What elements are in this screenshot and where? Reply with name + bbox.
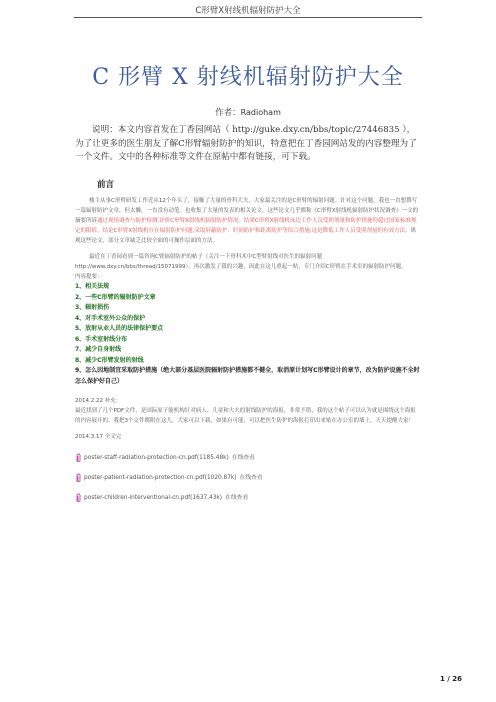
intro-text: 说明：本文内容首发在丁香园网站（ http://guke.dxy.cn/bbs/topic/27446835 ）， 为了让更多的医生朋友了解C形臂辐射防护的知识，特意把在丁香园网站发的内容整理为了一个文件。文中的各种标准等文件在原帖中都有链接，可下载。 — [75, 125, 417, 162]
attachment-row — [75, 448, 421, 468]
toc-item: 1、相关法规 — [75, 283, 110, 290]
toc-label: 内容提要： — [75, 274, 103, 280]
intro-paragraph — [75, 124, 420, 165]
view-online-link[interactable]: 在线查看 — [225, 495, 249, 501]
preface-para1-normal: 楼主从事C形臂研发工作近从12个年头了，接触了大量的骨科大夫，大家最关注的是C形臂的辐射问题。针对这个问题，我也一直想撰写一篇辐射防护文章，但太懒，一直没有动笔。也收集了大量的发表的相关论文。这些论文几乎都称《C形臂X射线机辐射防护状况调查》一文的摘要所诉 — [75, 198, 419, 224]
update-complete-note: 2014.3.17 全文完 — [75, 434, 122, 440]
attachment-row — [75, 488, 421, 508]
toc-item: 3、辐射损伤 — [75, 304, 110, 311]
table-of-contents — [75, 282, 421, 387]
author-name: Radioham — [240, 108, 281, 117]
author-line — [0, 106, 496, 118]
attachment-filename[interactable]: poster-patient-radiation-protection-cn.pdf(1020.87k) — [84, 475, 237, 481]
attachment-filename[interactable]: poster-children-interventional-cn.pdf(1637.43k) — [84, 495, 223, 501]
preface-para1-end: 。纵观这些论文，部分文章缺乏比较全面的可操作层面的方法。 — [75, 228, 417, 244]
toc-item: 6、手术室射线分布 — [75, 335, 128, 343]
update-2014-02-22 — [75, 396, 421, 426]
update-text: 最近找到了几个PDF文件，是国际原子能机构针对病人、儿童和大夫的射线防护的海报，非常不错，我的这个帖子可以认为就是围绕这个海报的内容展开的。我把3个文件都附在这儿。大家可以下载，如果有可能，可以把医生防护的海报打印出来贴在办公室的墙上，天天提醒大家！ — [75, 408, 416, 424]
toc-item: 5、放射从业人员的法律保护要点 — [75, 325, 164, 332]
update-date: 2014.2.22 补充： — [75, 398, 122, 404]
view-online-link[interactable]: 在线查看 — [231, 455, 255, 461]
view-online-link[interactable]: 在线查看 — [239, 475, 263, 481]
toc-item: 2、一些C形臂的辐射防护文章 — [75, 293, 156, 301]
toc-item: 4、对手术室外公众的保护 — [75, 314, 146, 322]
pdf-attachment-icon — [75, 493, 82, 503]
page-number: 1 / 26 — [440, 675, 463, 683]
preface-heading: 前言 — [97, 180, 115, 190]
preface-paragraph-1 — [75, 196, 421, 246]
toc-item: 8、减少C形臂发射的射线 — [75, 356, 144, 364]
toc-item: 7、减少自身射线 — [75, 346, 122, 353]
pdf-attachment-icon — [75, 453, 82, 463]
preface-para1-quote: 通过现场调查与防护检测,评价C形臂X射线机辐射防护情况。结果C形臂X射线机床边工作人员受照剂量和防护措施均超过国家标准规定的限值。结论C形臂X射线机存在辐射防护问题,采取屏蔽防护、时间防护和距离防护等综合措施,这是降低工作人员受照剂量的有效方法 — [75, 218, 417, 234]
attachment-row — [75, 468, 421, 488]
header-rule — [74, 17, 422, 18]
author-label: 作者： — [215, 108, 241, 118]
running-header: C形臂X射线机辐射防护大全 — [195, 6, 301, 16]
document-title: C 形臂 X 射线机辐射防护大全 — [92, 65, 404, 90]
pdf-attachment-icon — [75, 473, 82, 483]
toc-item: 9、怎么因地制宜采取防护措施（绝大部分基层医院辐射防护措施都不健全，取消原计划写C形臂设计的章节，改为防护设施不全时怎么保护好自己） — [75, 367, 420, 385]
preface-paragraph-2: 最近在丁香园看到一篇咨询C臂辐射防护的帖子（关注一下骨科术中C型臂射线对医生的辐射问题http://www.dxy.cn/bbs/thread/15071999），再次激发了我的兴趣，因此在这儿重起一贴，专门介绍C形臂在手术室的辐射防护问题。 — [75, 254, 407, 270]
attachment-filename[interactable]: poster-staff-radiation-protection-cn.pdf(1185.48k) — [84, 455, 229, 461]
preface-content — [75, 196, 421, 508]
